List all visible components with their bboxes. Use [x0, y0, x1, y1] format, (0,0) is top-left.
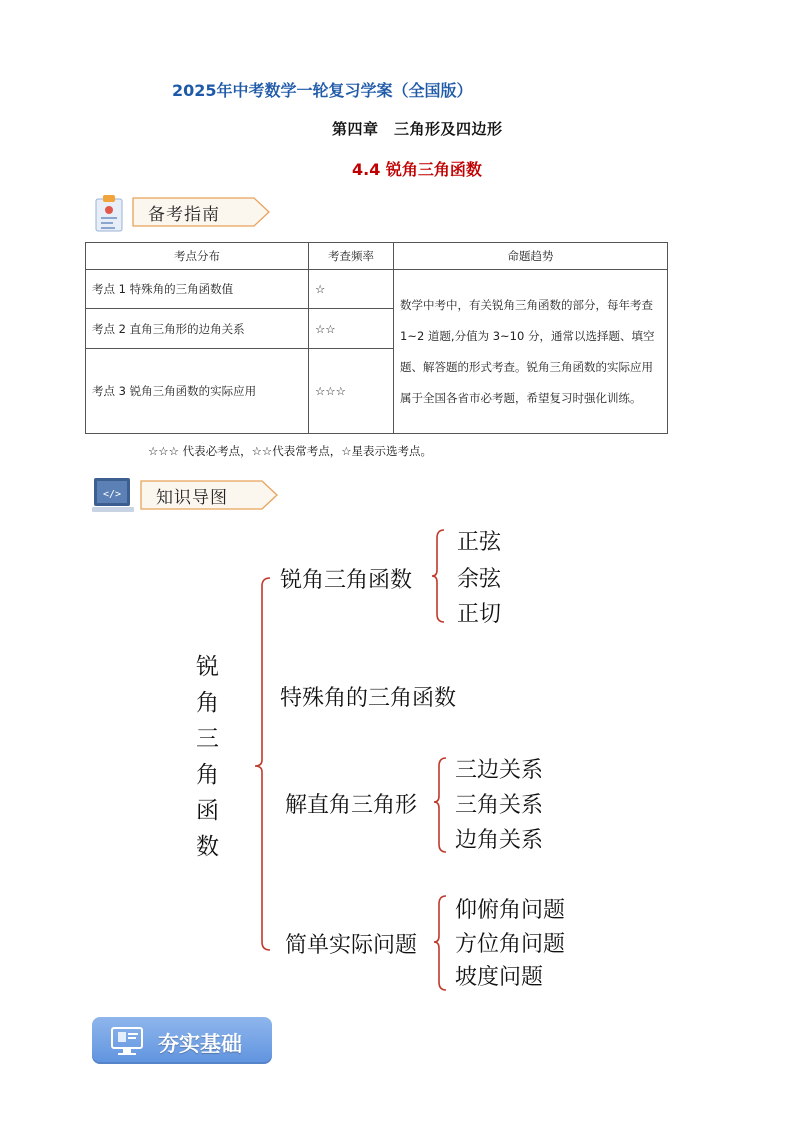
topic-cell: 考点 1 特殊角的三角函数值 — [86, 270, 309, 309]
branch-label: 特殊角的三角函数 — [280, 686, 457, 711]
svg-text:</>: </> — [102, 489, 122, 500]
column-header: 考点分布 — [86, 243, 309, 270]
guide-banner-label: 备考指南 — [148, 205, 220, 225]
leaf-label: 三角关系 — [455, 793, 544, 818]
root-char: 角 — [196, 762, 219, 788]
root-char: 角 — [196, 690, 219, 716]
leaf-label: 余弦 — [457, 567, 502, 592]
leaf-label: 坡度问题 — [455, 965, 544, 990]
root-char: 数 — [196, 834, 219, 860]
frequency-cell: ☆☆☆ — [309, 349, 394, 434]
foundation-section-button[interactable] — [92, 1017, 272, 1064]
mindmap-banner-label: 知识导图 — [156, 488, 228, 508]
root-char: 函 — [196, 798, 219, 824]
leaf-label: 仰俯角问题 — [455, 898, 566, 923]
bracket-practical-problems — [434, 896, 446, 990]
column-header: 命题趋势 — [394, 243, 668, 270]
star-legend-note: ☆☆☆ 代表必考点，☆☆代表常考点，☆星表示选考点。 — [148, 444, 433, 458]
monitor-icon — [110, 1025, 144, 1057]
frequency-cell: ☆☆ — [309, 309, 394, 349]
topic-cell: 考点 2 直角三角形的边角关系 — [86, 309, 309, 349]
document-title: 2025年中考数学一轮复习学案（全国版） — [172, 81, 473, 100]
leaf-label: 方位角问题 — [455, 932, 566, 957]
trend-cell: 数学中考中，有关锐角三角函数的部分，每年考查 1~2 道题,分值为 3~10 分，通常以选择题、填空题、解答题的形式考查。锐角三角函数的实际应用属于全国各省市必考题，希望复习时强化训练。 — [394, 270, 668, 434]
bracket-acute-functions — [432, 530, 444, 622]
branch-label: 简单实际问题 — [285, 933, 418, 958]
foundation-button-label: 夯实基础 — [158, 1032, 242, 1056]
chapter-title: 第四章 三角形及四边形 — [332, 120, 503, 138]
section-title: 4.4 锐角三角函数 — [352, 160, 482, 179]
frequency-cell: ☆ — [309, 270, 394, 309]
column-header: 考查频率 — [309, 243, 394, 270]
topic-cell: 考点 3 锐角三角函数的实际应用 — [86, 349, 309, 434]
root-char: 三 — [196, 726, 219, 752]
leaf-label: 正切 — [457, 602, 502, 627]
bracket-solve-right-triangle — [434, 758, 446, 852]
root-char: 锐 — [196, 654, 219, 680]
branch-label: 锐角三角函数 — [280, 568, 413, 593]
leaf-label: 正弦 — [457, 530, 502, 555]
branch-label: 解直角三角形 — [285, 793, 418, 818]
main-bracket — [255, 578, 270, 950]
leaf-label: 边角关系 — [455, 828, 544, 853]
leaf-label: 三边关系 — [455, 758, 544, 783]
